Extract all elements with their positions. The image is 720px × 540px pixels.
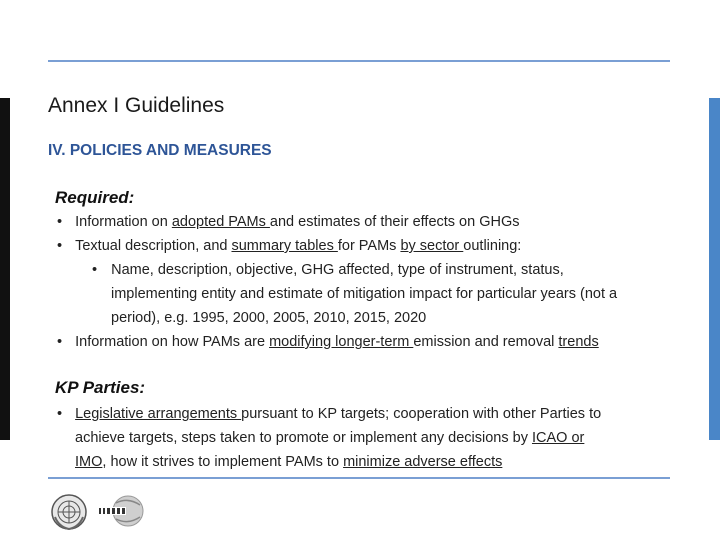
bullet-marker: • (57, 214, 63, 230)
top-divider (48, 60, 670, 62)
bullet-marker: • (57, 334, 63, 350)
required-bullet-3 (57, 334, 599, 350)
kp-bullet-1-line-2 (75, 430, 584, 446)
bullet-text: Information on how PAMs are (75, 334, 270, 350)
underlined-term: ICAO or (531, 430, 585, 446)
bullet-text: and estimates of their effects on GHGs (269, 214, 520, 230)
kp-bullet-1-line-3 (75, 454, 502, 470)
bullet-text: Information on (75, 214, 172, 230)
underlined-term: adopted PAMs (171, 214, 270, 230)
required-bullet-1 (57, 214, 520, 230)
required-subbullet-1 (92, 262, 564, 278)
underlined-term: trends (558, 334, 599, 350)
underlined-term: minimize adverse effects (343, 454, 503, 470)
unfccc-logo-icon (96, 493, 144, 529)
subbullet-line-2: implementing entity and estimate of mitigation impact for particular years (not a (111, 286, 618, 302)
bullet-marker: • (92, 262, 98, 278)
bullet-text: outlining: (463, 238, 522, 254)
un-emblem-icon (50, 493, 88, 531)
bullet-text: , how it strives to implement PAMs to (102, 454, 344, 470)
underlined-term: Legislative arrangements (75, 406, 242, 422)
underlined-term: summary tables (231, 238, 338, 254)
bullet-text: for PAMs (337, 238, 401, 254)
bullet-marker: • (57, 406, 63, 422)
bullet-marker: • (57, 238, 63, 254)
subbullet-line-3: period), e.g. 1995, 2000, 2005, 2010, 2015, 2020 (111, 310, 427, 326)
right-accent-bar (709, 98, 720, 440)
underlined-term: modifying longer-term (269, 334, 414, 350)
bullet-text: Textual description, and (75, 238, 232, 254)
bullet-text: achieve targets, steps taken to promote or implement any decisions by (75, 430, 532, 446)
slide-subtitle: IV. POLICIES AND MEASURES (48, 142, 272, 159)
underlined-term: IMO (75, 454, 103, 470)
subbullet-line-1: Name, description, objective, GHG affected, type of instrument, status, (111, 262, 564, 278)
required-heading: Required: (55, 188, 135, 207)
slide-title: Annex I Guidelines (48, 94, 225, 117)
bottom-divider (48, 477, 670, 479)
underlined-term: by sector (400, 238, 464, 254)
kp-heading: KP Parties: (55, 378, 146, 397)
bullet-text: emission and removal (413, 334, 559, 350)
required-bullet-2 (57, 238, 521, 254)
bullet-text: pursuant to KP targets; cooperation with other Parties to (241, 406, 602, 422)
left-accent-bar (0, 98, 10, 440)
kp-bullet-1 (57, 406, 601, 422)
